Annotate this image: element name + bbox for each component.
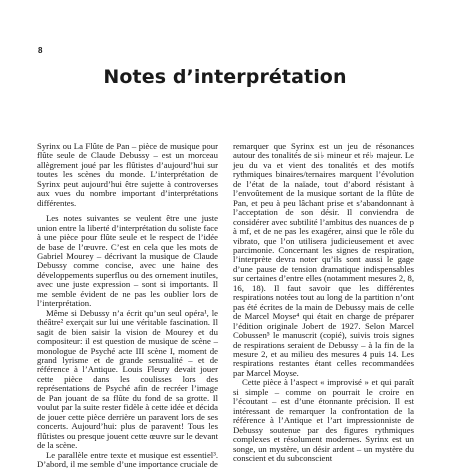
paragraph: Syrinx ou La Flûte de Pan – pièce de musique pour flûte seule de Claude Debussy – est un morceau allègrement joué par les flûtistes d’aujourd’hui sur toutes les scènes du monde. L’interprétation de Syrinx peut aujourd’hui être sujette à controverses aux vues du nombre important d’interprétations différentes. [37,142,218,208]
left-column [37,142,218,469]
paragraph: remarquer que Syrinx est un jeu de résonances autour des tonalités de si♭ mineur et ré♭ majeur. Le jeu du va et vient des tonalités et des motifs rythmiques binaires/ternaires marquent l’évolution de l’état de la naïade, tout d’abord résistant à l’envoûtement de la musique sortant de la flûte de Pan, et peu à peu lâchant prise et s’abandonnant à l’acceptation de son désir. Il conviendra de considérer avec subtilité l’ambitus des nuances de p à mf, et de ne pas les exagérer, ainsi que le rôle du vibrato, que l’on utilisera judicieusement et avec parcimonie. Concernant les signes de respiration, l’interprète devra noter qu’ils sont aussi le gage d’une pause de tension dramatique indispensables sur certaines d’entre elles (notamment mesures 2, 8, 16, 18). Il faut savoir que les différentes respirations notées tout au long de la partition n’ont pas été écrites de la main de Debussy mais de celle de Marcel Moyse⁴ qui était en charge de préparer l’édition originale Jobert de 1927. Selon Marcel Cobussen⁵ le manuscrit (copié), suivis trois signes de respirations seraient de Debussy – à la fin de la mesure 2, et au milieu des mesures 4 puis 14. Les respirations restantes étant celles recommandées par Marcel Moyse. [233,142,414,378]
paragraph: Même si Debussy n’a écrit qu’un seul opéra¹, le théâtre² exerçait sur lui une véritable fascination. Il sagit de bien saisir la vision de Mourey et du compositeur: il est question de musique de scène – monologue de Psyché acte III scène I, moment de grand lyrisme et de grande sensualité – et de référence à l’Antique. Louis Fleury devait jouer cette pièce dans les coulisses lors des représentations de Psyché afin de recréer l’image de Pan jouant de sa flûte du fond de sa grotte. Il voulut par la suite rester fidèle à cette idée et décida de jouer cette pièce derrière un paravent lors de ses concerts. Aujourd’hui: plus de paravent! Tous les flûtistes ou presque jouent cette œuvre sur le devant de la scène. [37,309,218,451]
paragraph: Cette pièce à l’aspect « improvisé » et qui paraît si simple – comme on pourrait le croire en l’écoutant – est d’une étonnante précision. Il est intéressant de remarquer la confrontation de la référence à l’Antique et l’art impressionniste de Debussy soutenue par des figures rythmiques complexes et résolument modernes. Syrinx est un songe, un mystère, un désir ardent – un mystère du conscient et du subconscient [233,378,414,463]
page-number: 8 [38,46,42,55]
paragraph: Les notes suivantes se veulent être une juste union entre la liberté d’interprétation du soliste face à une pièce pour flûte seule et le respect de l’idée de base de l’œuvre. C’est en cela que les mots de Gabriel Mourey – décrivant la musique de Claude Debussy comme concise, avec une haine des développements superflus ou des ornement inutiles, avec une juste expression – sont si importants. Il me semble évident de ne pas les oublier lors de l’interprétation. [37,214,218,309]
right-column [233,142,414,463]
paragraph: Le parallèle entre texte et musique est essentiel³. D’abord, il me semble d’une importance cruciale de [37,451,218,469]
page-title: Notes d’interprétation [0,66,450,88]
